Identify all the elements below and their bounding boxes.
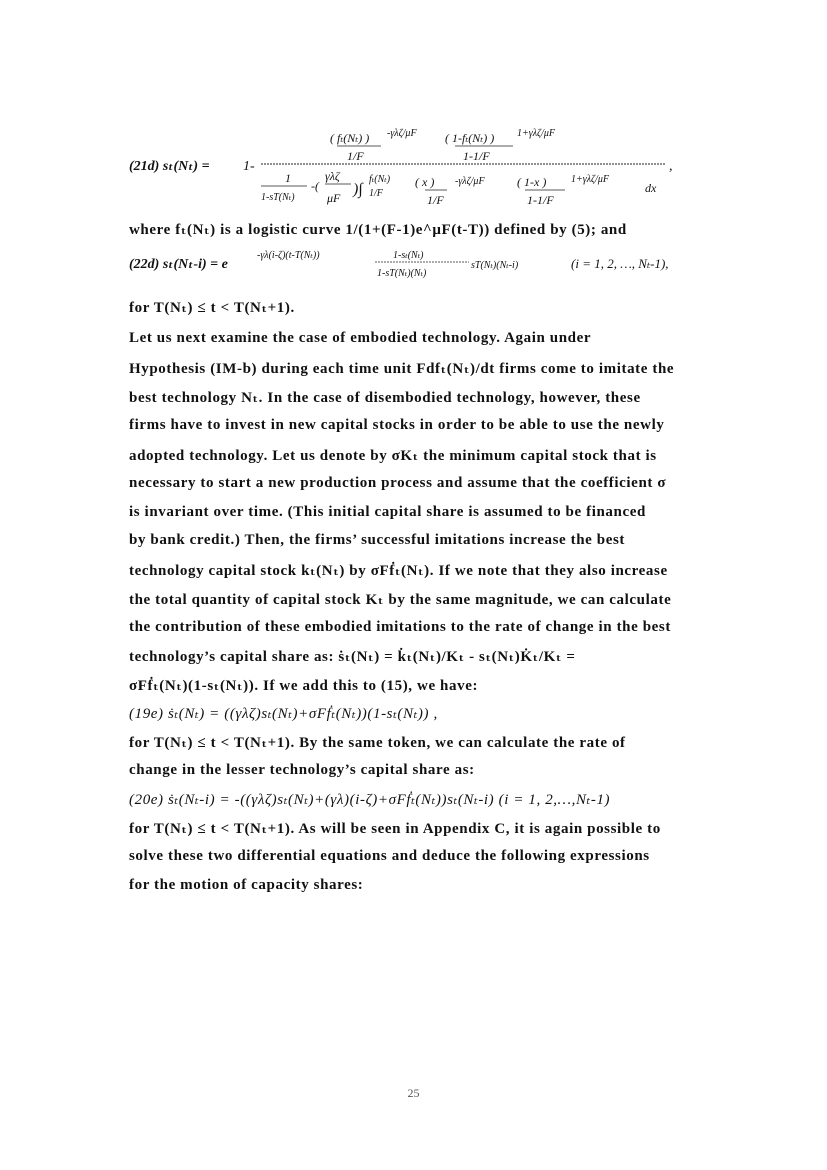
paragraph-line: technology capital stock kₜ(Nₜ) by σFḟₜ(Nₜ). If we note that they also increase xyxy=(129,563,668,579)
eq21d-den-int: )∫ xyxy=(353,181,363,198)
paragraph-line: necessary to start a new production process and assume that the coefficient σ xyxy=(129,475,667,491)
eq21d-den-one-den: 1-sT(Nₜ) xyxy=(261,192,295,203)
eq21d-den-1x-den: 1-1/F xyxy=(527,193,554,207)
paragraph-line: firms have to invest in new capital stocks in order to be able to use the newly xyxy=(129,417,665,433)
eq21d-one-minus: 1- xyxy=(243,159,255,174)
eq21d-num-a-den: 1/F xyxy=(347,149,364,163)
eq21d-int-lower: 1/F xyxy=(369,188,383,199)
eq21d-int-upper: fₜ(Nₜ) xyxy=(369,174,391,185)
eq22d-frac-num: 1-sₜ(Nₜ) xyxy=(393,250,424,261)
eq21d-den-x-den: 1/F xyxy=(427,193,444,207)
paragraph-line: for the motion of capacity shares: xyxy=(129,877,364,893)
paragraph-line: for T(Nₜ) ≤ t < T(Nₜ+1). By the same token, we can calculate the rate of xyxy=(129,735,626,751)
eq21d-num-a: ( fₜ(Nₜ) ) xyxy=(330,131,370,145)
eq21d-num-b-den: 1-1/F xyxy=(463,149,490,163)
eq21d-den-frac: γλζ xyxy=(325,169,340,183)
page-number: 25 xyxy=(407,1086,420,1100)
paragraph-line: Hypothesis (IM-b) during each time unit Fdfₜ(Nₜ)/dt firms come to imitate the xyxy=(129,361,675,377)
eq21d-den-exp2: 1+γλζ/μF xyxy=(571,174,609,185)
eq22d-frac-den: 1-sT(Nₜ)(Nₜ) xyxy=(377,268,427,279)
paragraph-line: best technology Nₜ. In the case of disembodied technology, however, these xyxy=(129,390,641,406)
paragraph-line: for T(Nₜ) ≤ t < T(Nₜ+1). As will be seen in Appendix C, it is again possible to xyxy=(129,821,661,837)
eq21d-num-exp1: -γλζ/μF xyxy=(387,128,417,139)
paragraph-line: by bank credit.) Then, the firms’ successful imitations increase the best xyxy=(129,532,626,548)
paragraph-line: change in the lesser technology’s capital share as: xyxy=(129,762,475,778)
paragraph-line: solve these two differential equations and deduce the following expressions xyxy=(129,848,650,864)
paragraph-line: σFḟₜ(Nₜ)(1-sₜ(Nₜ)). If we add this to (15), we have: xyxy=(129,678,479,694)
equation-21d xyxy=(125,122,685,214)
paragraph-line: adopted technology. Let us denote by σKₜ the minimum capital stock that is xyxy=(129,448,657,464)
paragraph-line: the contribution of these embodied imitations to the rate of change in the best xyxy=(129,619,671,635)
eq21d-den-frac-den: μF xyxy=(327,191,341,205)
paragraph-line: the total quantity of capital stock Kₜ by the same magnitude, we can calculate xyxy=(129,592,672,608)
eq21d-label: (21d) sₜ(Nₜ) = xyxy=(129,159,210,174)
paragraph-line: technology’s capital share as: ṡₜ(Nₜ) = k̇ₜ(Nₜ)/Kₜ - sₜ(Nₜ)K̇ₜ/Kₜ = xyxy=(129,649,576,665)
paragraph-line: Let us next examine the case of embodied technology. Again under xyxy=(129,330,592,346)
eq22d-label: (22d) sₜ(Nₜ-i) = e xyxy=(129,257,228,272)
paragraph-line: for T(Nₜ) ≤ t < T(Nₜ+1). xyxy=(129,300,295,316)
eq21d-num-b: ( 1-fₜ(Nₜ) ) xyxy=(445,131,495,145)
eq21d-den-x: ( x ) xyxy=(415,175,435,189)
eq22d-range: (i = 1, 2, …, Nₜ-1), xyxy=(571,256,669,271)
equation-22d xyxy=(125,244,705,288)
eq21d-num-exp2: 1+γλζ/μF xyxy=(517,128,555,139)
eq21d-dx: dx xyxy=(645,181,657,195)
eq21d-comma: , xyxy=(669,159,673,174)
eq21d-den-exp1: -γλζ/μF xyxy=(455,176,485,187)
paragraph-line: (20e) ṡₜ(Nₜ-i) = -((γλζ)sₜ(Nₜ)+(γλ)(i-ζ)+σFḟₜ(Nₜ))sₜ(Nₜ-i) (i = 1, 2,…,Nₜ-1) xyxy=(129,792,611,808)
paragraph-line: (19e) ṡₜ(Nₜ) = ((γλζ)sₜ(Nₜ)+σFḟₜ(Nₜ))(1-sₜ(Nₜ)) , xyxy=(129,706,438,722)
where-line: where fₜ(Nₜ) is a logistic curve 1/(1+(F-1)e^μF(t-T)) defined by (5); and xyxy=(129,222,627,238)
paragraph-line: is invariant over time. (This initial capital share is assumed to be financed xyxy=(129,504,646,520)
eq22d-exp: -γλ(i-ζ)(t-T(Nₜ)) xyxy=(257,250,320,261)
eq21d-den-1x: ( 1-x ) xyxy=(517,175,547,189)
eq21d-den-minus: -( xyxy=(311,179,319,193)
eq21d-den-one: 1 xyxy=(285,171,291,185)
eq22d-tail: sT(Nₜ)(Nₜ-i) xyxy=(471,260,519,271)
